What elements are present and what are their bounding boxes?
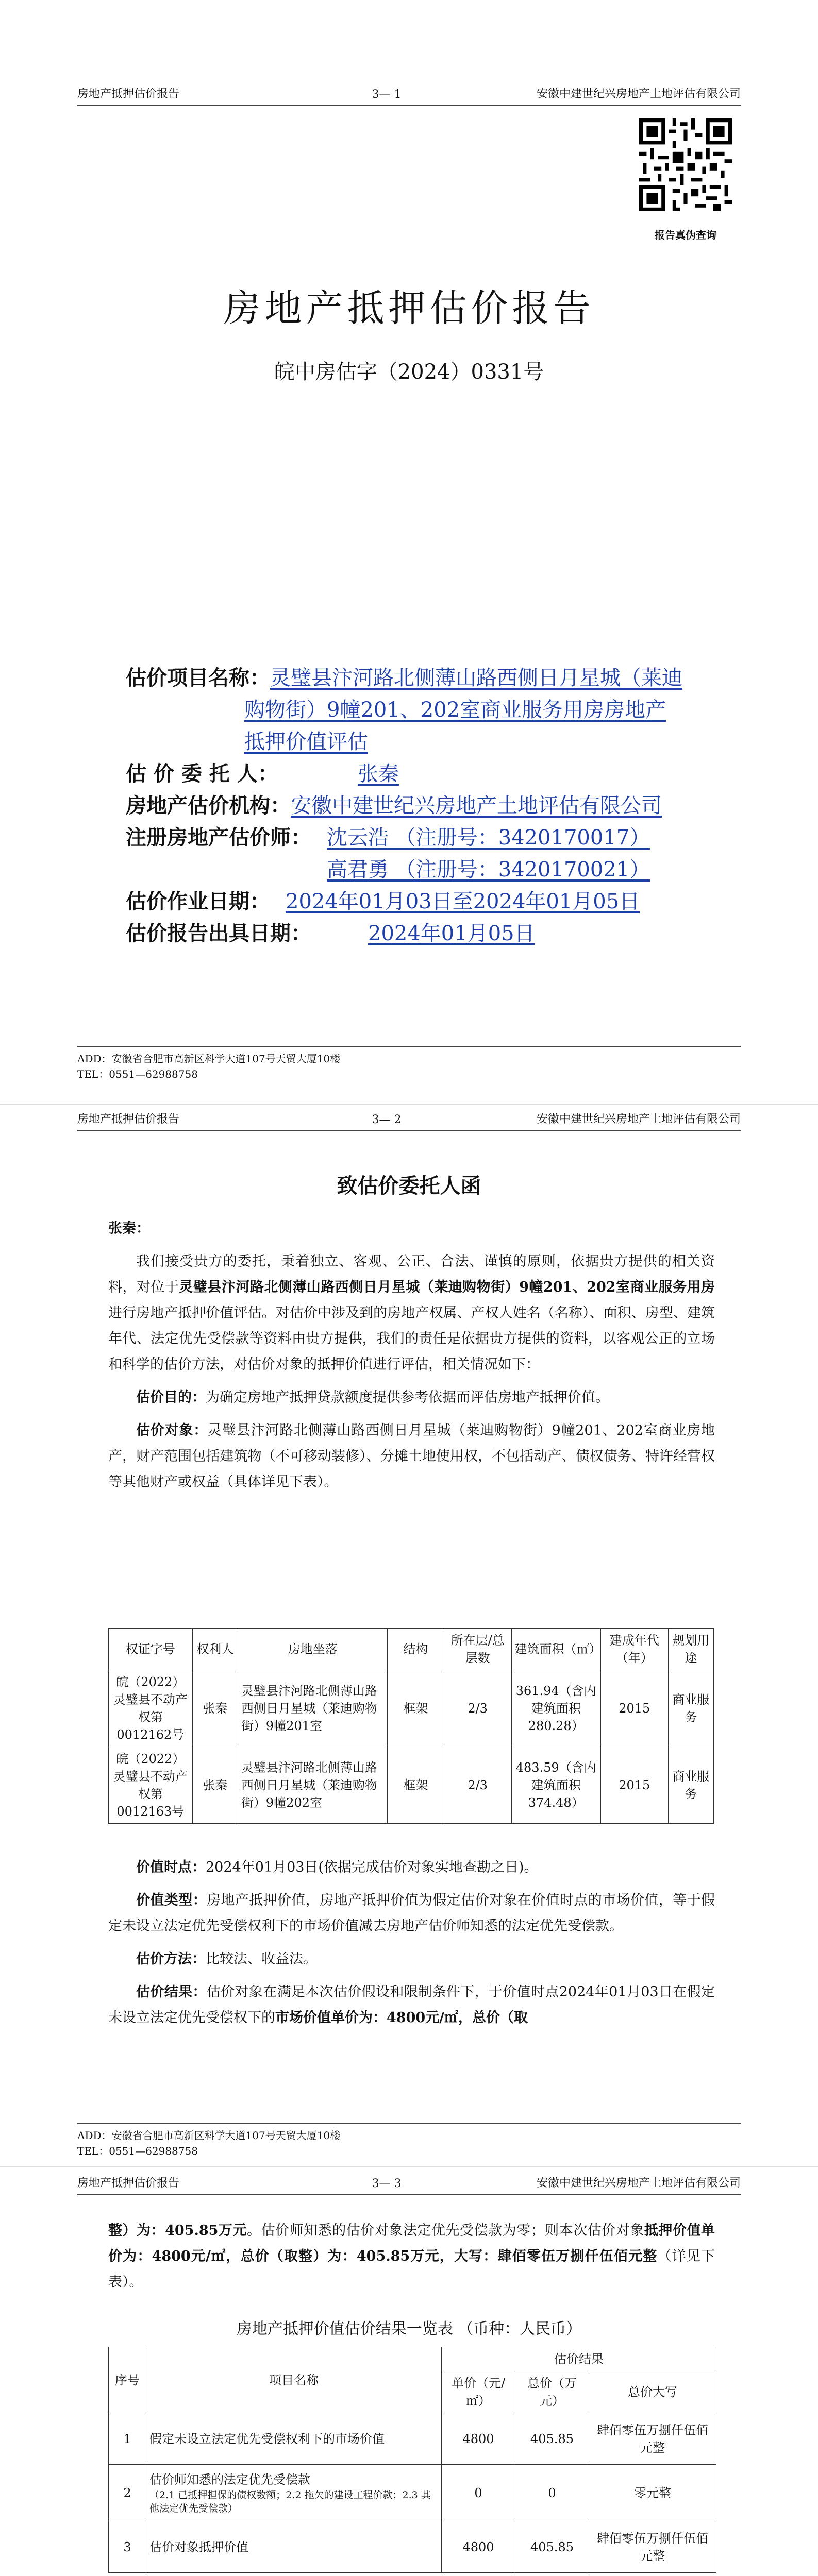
project-value-1: 灵璧县汴河路北侧薄山路西侧日月星城（莱迪	[270, 666, 682, 690]
project-value-3: 抵押价值评估	[244, 730, 368, 754]
result-label: 估价结果：	[136, 1984, 207, 2000]
report-date-row	[126, 918, 715, 950]
cell-area: 483.59（含内建筑面积374.48）	[511, 1747, 600, 1824]
method-text: 比较法、收益法。	[206, 1951, 317, 1967]
page-footer	[77, 2123, 741, 2164]
page-results	[0, 2172, 818, 2576]
cell-year: 2015	[600, 1670, 668, 1747]
project-row	[126, 662, 715, 694]
purpose-text: 为确定房地产抵押贷款额度提供参考依据而评估房地产抵押价值。	[206, 1389, 609, 1405]
th-cert: 权证字号	[109, 1629, 193, 1670]
cell-owner: 张秦	[192, 1747, 238, 1824]
intro-text-c: 进行房地产抵押价值评估。对估价中涉及到的房地产权属、产权人姓名（名称）、面积、房型、建筑年代、法定优先受偿款等资料由贵方提供，我们的责任是依据贵方提供的资料，以客观公正的立场和科学的估价方法，对估价对象的抵押价值进行评估，相关情况如下：	[108, 1305, 715, 1372]
cell-area: 361.94（含内建筑面积280.28）	[511, 1670, 600, 1747]
salutation: 张秦：	[108, 1221, 150, 1236]
page-header	[77, 82, 741, 106]
page-cover	[0, 0, 818, 1103]
cell-total: 405.85	[515, 2413, 589, 2465]
report-date-label: 估价报告出具日期：	[126, 921, 311, 945]
report-doc-number: 皖中房估字（2024）0331号	[274, 360, 544, 384]
cell-cert: 皖（2022）灵璧县不动产权第0012162号	[109, 1670, 193, 1747]
footer-tel: TEL：0551—62988758	[77, 1068, 198, 1080]
summary-table	[108, 2347, 716, 2573]
sum-h-unit: 单价（元/㎡）	[442, 2371, 515, 2413]
th-area: 建筑面积（㎡）	[511, 1629, 600, 1670]
page-letter	[0, 1108, 818, 2169]
cell-cert: 皖（2022）灵璧县不动产权第0012163号	[109, 1747, 193, 1824]
sum-h-item: 项目名称	[146, 2347, 442, 2413]
work-date-label: 估价作业日期：	[126, 889, 270, 913]
object-para	[108, 1418, 715, 1495]
footer-tel: TEL：0551—62988758	[77, 2145, 198, 2157]
purpose-para	[108, 1385, 715, 1411]
report-date-value: 2024年01月05日	[368, 922, 535, 945]
footer-address: ADD：安徽省合肥市高新区科学大道107号天贸大厦10楼	[77, 2129, 341, 2142]
result-cont-1: 整）为：405.85万元	[108, 2223, 247, 2239]
cell-location: 灵璧县汴河路北侧薄山路西侧日月星城（莱迪购物街）9幢202室	[238, 1747, 387, 1824]
header-company: 安徽中建世纪兴房地产土地评估有限公司	[536, 88, 741, 100]
cell-year: 2015	[600, 1747, 668, 1824]
th-floor: 所在层/总层数	[444, 1629, 511, 1670]
page-divider	[0, 2166, 818, 2167]
table-row	[109, 2521, 716, 2573]
cell-total: 0	[515, 2465, 589, 2521]
cell-structure: 框架	[388, 1670, 444, 1747]
vtype-label: 价值类型：	[136, 1892, 207, 1908]
cell-item: 假定未设立法定优先受偿权利下的市场价值	[146, 2413, 442, 2465]
method-label: 估价方法：	[136, 1951, 206, 1967]
result-cont-para	[108, 2218, 715, 2295]
letter-intro	[108, 1249, 715, 1378]
header-page-number: 3— 1	[372, 88, 402, 101]
cell-owner: 张秦	[192, 1670, 238, 1747]
cell-upper: 肆佰零伍万捌仟伍佰元整	[589, 2521, 716, 2573]
th-structure: 结构	[388, 1629, 444, 1670]
page-footer	[77, 1046, 741, 1087]
appraiser-row-2	[126, 854, 715, 886]
header-report-name: 房地产抵押估价报告	[77, 2177, 180, 2190]
agency-value: 安徽中建世纪兴房地产土地评估有限公司	[291, 794, 662, 818]
cell-no: 1	[109, 2413, 146, 2465]
object-label: 估价对象：	[136, 1422, 208, 1438]
appraiser-row	[126, 822, 715, 854]
header-page-number: 3— 2	[372, 1113, 402, 1126]
cell-location: 灵璧县汴河路北侧薄山路西侧日月星城（莱迪购物街）9幢201室	[238, 1670, 387, 1747]
page-divider	[0, 1104, 818, 1105]
appraiser-label: 注册房地产估价师：	[126, 825, 311, 850]
cell-item	[146, 2465, 442, 2521]
sum-h-total: 总价（万元）	[515, 2371, 589, 2413]
vtype-para	[108, 1888, 715, 1939]
table-row	[109, 2465, 716, 2521]
client-label: 估 价 委 托 人：	[126, 761, 278, 786]
table-row	[109, 2413, 716, 2465]
table-header-row	[109, 1629, 714, 1670]
th-use: 规划用途	[668, 1629, 713, 1670]
result-bold: 市场价值单价为：4800元/㎡，总价（取	[275, 2010, 528, 2026]
sum-h-no: 序号	[109, 2347, 146, 2413]
cell-floor: 2/3	[444, 1747, 511, 1824]
cell-item: 估价对象抵押价值	[146, 2521, 442, 2573]
vdate-label: 价值时点：	[136, 1859, 206, 1875]
sum-h-result: 估价结果	[442, 2347, 716, 2371]
cell-item-sub: （2.1 已抵押担保的债权数额；2.2 拖欠的建设工程价款；2.3 其他法定优先受偿款）	[149, 2489, 431, 2514]
letter-body-2	[108, 1855, 715, 2038]
intro-text-b: 灵璧县汴河路北侧薄山路西侧日月星城（莱迪购物街）9幢201、202室商业服务用房	[179, 1279, 715, 1295]
summary-header-row	[109, 2347, 716, 2371]
client-row	[126, 758, 715, 790]
intro-text-a: 我们接受贵方的委托，秉着独立、客观、公正、合法、谨慎的原则，依据贵方提供的相关资料，对位于	[108, 1253, 715, 1295]
cell-no: 3	[109, 2521, 146, 2573]
agency-label: 房地产估价机构：	[126, 793, 291, 818]
cell-structure: 框架	[388, 1747, 444, 1824]
result-text: 估价对象在满足本次估价假设和限制条件下，于价值时点2024年01月03日在假定未设立法定优先受偿权下的	[108, 1984, 715, 2026]
sum-h-upper: 总价大写	[589, 2371, 716, 2413]
result-continued	[108, 2218, 715, 2302]
vdate-para	[108, 1855, 715, 1880]
qr-code-icon[interactable]	[639, 118, 732, 211]
th-location: 房地坐落	[238, 1629, 387, 1670]
header-company: 安徽中建世纪兴房地产土地评估有限公司	[536, 1113, 741, 1126]
method-para	[108, 1946, 715, 1972]
property-table	[108, 1628, 714, 1824]
cover-info	[126, 662, 715, 950]
header-report-name: 房地产抵押估价报告	[77, 88, 180, 100]
project-label: 估价项目名称：	[126, 666, 270, 690]
work-date-value: 2024年01月03日至2024年01月05日	[286, 890, 640, 913]
cell-unit: 0	[442, 2465, 515, 2521]
th-owner: 权利人	[192, 1629, 238, 1670]
header-report-name: 房地产抵押估价报告	[77, 1113, 180, 1126]
purpose-label: 估价目的：	[136, 1389, 206, 1405]
qr-caption: 报告真伪查询	[655, 229, 716, 241]
cell-upper: 肆佰零伍万捌仟伍佰元整	[589, 2413, 716, 2465]
result-cont-3: 抵押价值单价为：4800元/㎡，总价（取整）为：405.85万元，大写：肆佰零伍万捌仟伍佰元整	[108, 2223, 715, 2264]
cell-no: 2	[109, 2465, 146, 2521]
appraiser-2: 高君勇 （注册号：3420170021）	[327, 858, 650, 882]
th-year: 建成年代（年）	[600, 1629, 668, 1670]
cell-upper: 零元整	[589, 2465, 716, 2521]
cell-item-main: 估价师知悉的法定优先受偿款	[149, 2472, 310, 2487]
letter-body	[108, 1216, 715, 1502]
header-page-number: 3— 3	[372, 2177, 402, 2190]
footer-address: ADD：安徽省合肥市高新区科学大道107号天贸大厦10楼	[77, 1053, 341, 1065]
vdate-text: 2024年01月03日(依据完成估价对象实地查勘之日)。	[206, 1859, 538, 1875]
cell-total: 405.85	[515, 2521, 589, 2573]
appraiser-1: 沈云浩 （注册号：3420170017）	[327, 826, 650, 850]
letter-title: 致估价委托人函	[337, 1174, 481, 1198]
summary-table-title: 房地产抵押价值估价结果一览表 （币种：人民币）	[236, 2320, 582, 2338]
page-header	[77, 2172, 741, 2195]
result-cont-4: （详见下表）。	[108, 2248, 715, 2290]
work-date-row	[126, 886, 715, 918]
page-header	[77, 1108, 741, 1131]
result-cont-2: 。估价师知悉的估价对象法定优先受偿款为零；则本次估价对象	[247, 2223, 644, 2239]
cell-floor: 2/3	[444, 1670, 511, 1747]
project-value-2: 购物街）9幢201、202室商业服务用房房地产	[244, 698, 666, 722]
object-text: 灵璧县汴河路北侧薄山路西侧日月星城（莱迪购物街）9幢201、202室商业房地产，财产范围包括建筑物（不可移动装修）、分摊土地使用权，不包括动产、债权债务、特许经营权等其他财产或权益（具体详见下表）。	[108, 1422, 715, 1490]
cell-use: 商业服务	[668, 1670, 713, 1747]
table-row	[109, 1747, 714, 1824]
project-row-2	[126, 694, 715, 726]
cell-unit: 4800	[442, 2413, 515, 2465]
client-value: 张秦	[358, 762, 399, 786]
vtype-text: 房地产抵押价值，房地产抵押价值为假定估价对象在价值时点的市场价值，等于假定未设立法定优先受偿权利下的市场价值减去房地产估价师知悉的法定优先受偿款。	[108, 1892, 715, 1934]
report-title: 房地产抵押估价报告	[223, 286, 595, 330]
result-para	[108, 1979, 715, 2031]
cell-unit: 4800	[442, 2521, 515, 2573]
project-row-3	[126, 726, 715, 758]
header-company: 安徽中建世纪兴房地产土地评估有限公司	[536, 2177, 741, 2190]
agency-row	[126, 790, 715, 822]
table-row	[109, 1670, 714, 1747]
cell-use: 商业服务	[668, 1747, 713, 1824]
